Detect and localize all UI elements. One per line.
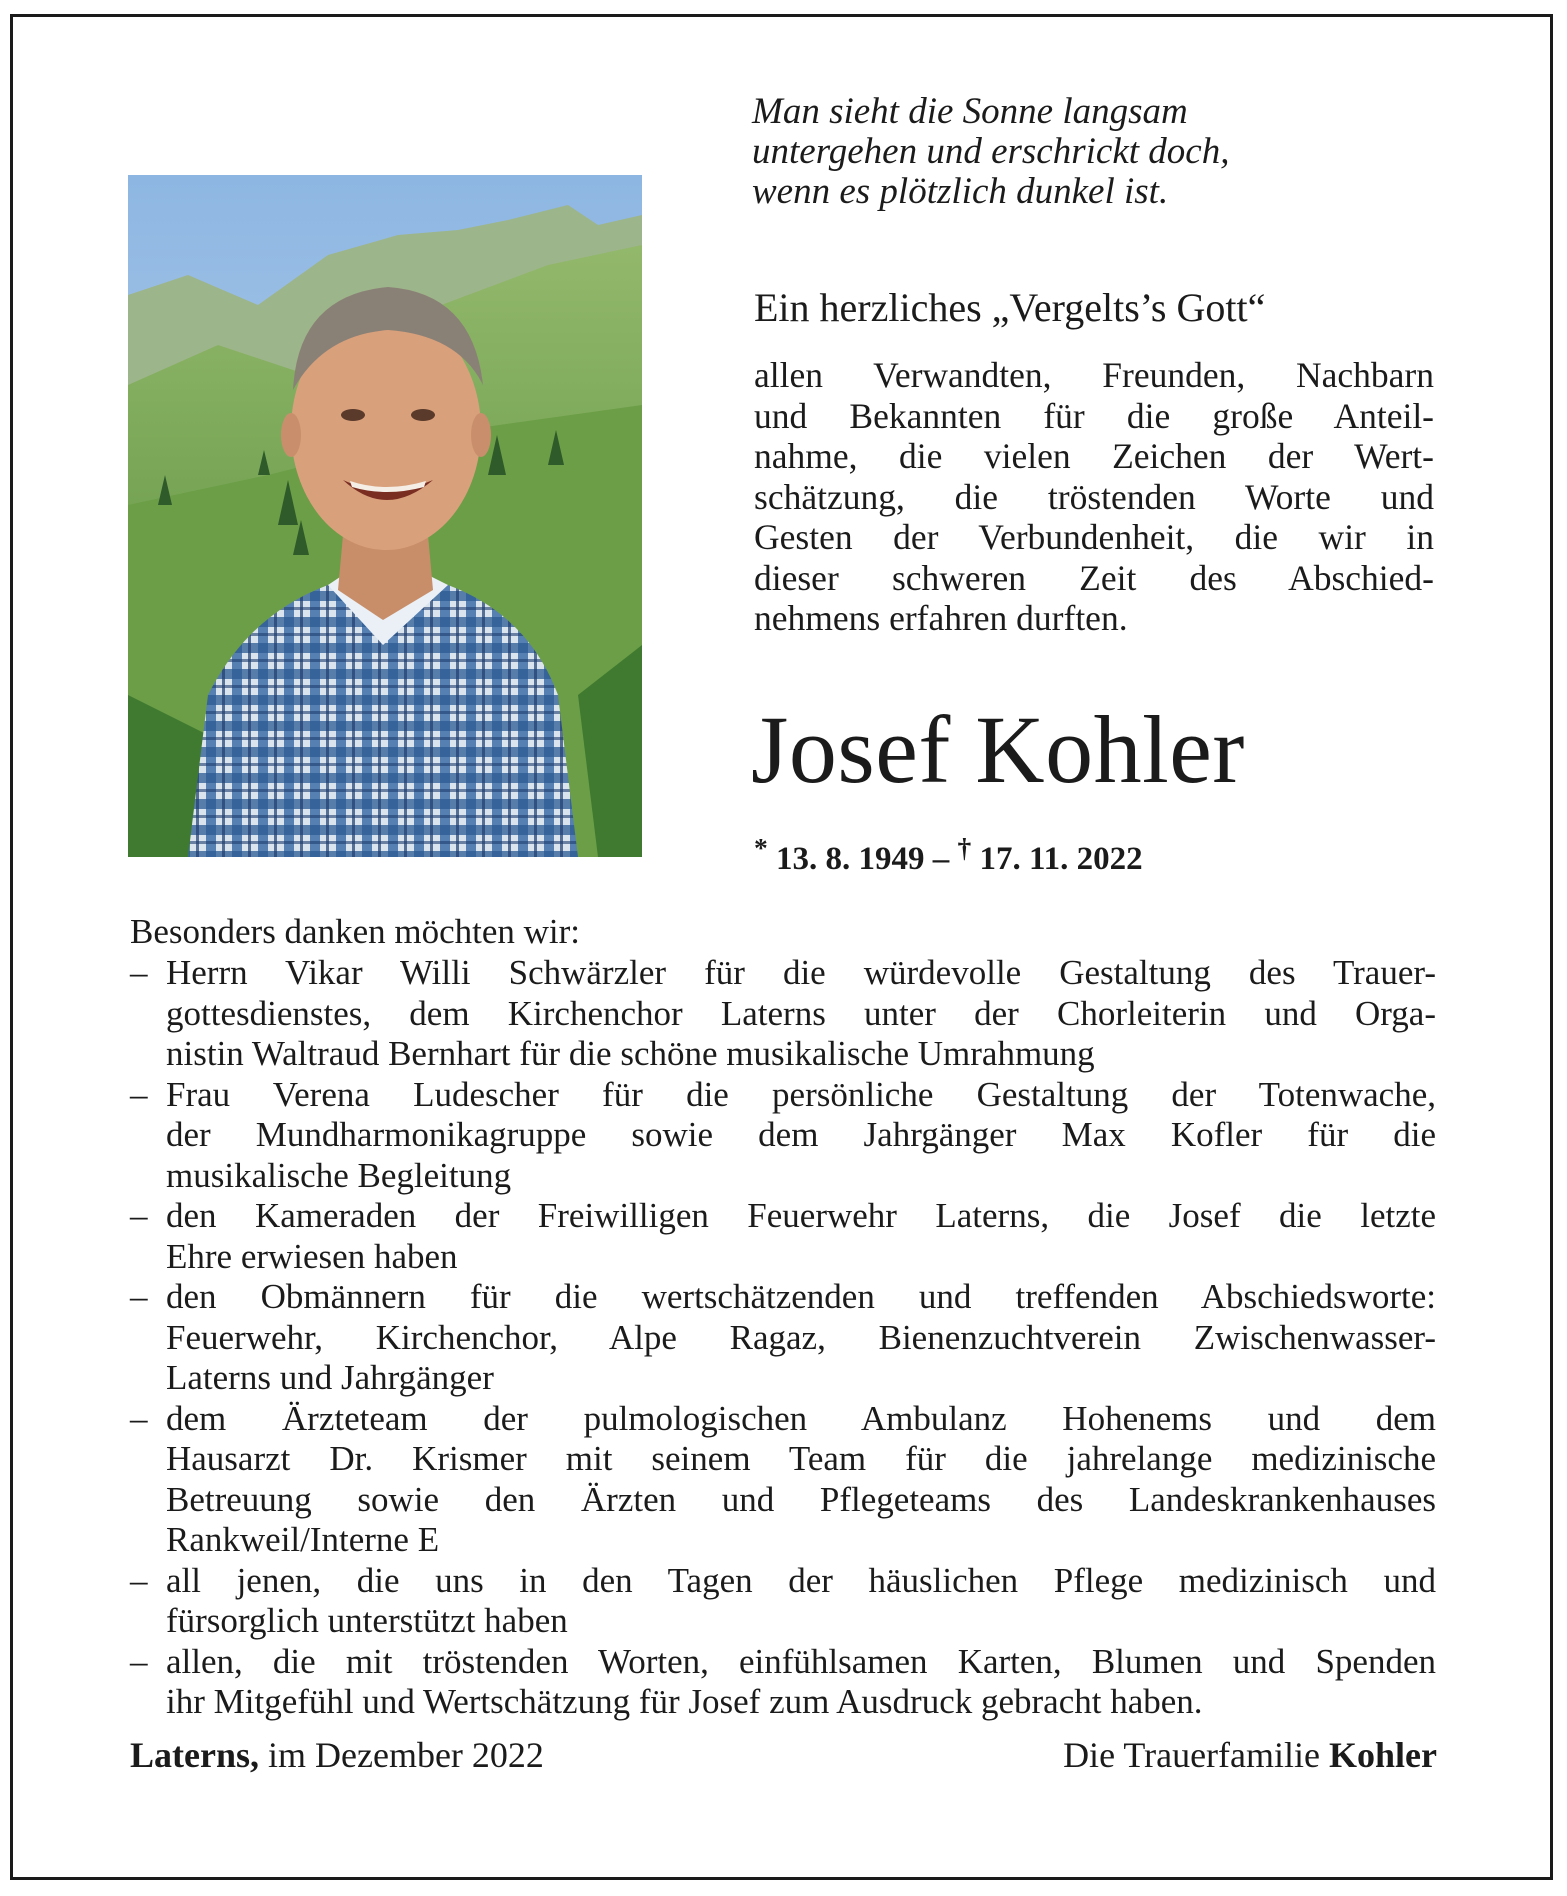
acknowledgement-text (166, 1075, 1436, 1197)
acknowledgement-item (130, 1075, 1436, 1197)
birth-symbol: * (754, 832, 768, 863)
dash-bullet: – (130, 1196, 148, 1235)
portrait-image (128, 175, 642, 857)
family-prefix: Die Trauerfamilie (1063, 1735, 1321, 1775)
acknowledgement-line: den Kameraden der Freiwilligen Feuerwehr Laterns, die Josef die letzte (166, 1196, 1436, 1235)
acknowledgement-item (130, 953, 1436, 1075)
death-date: 17. 11. 2022 (979, 841, 1143, 877)
thanks-line: und Bekannten für die große Anteil- (754, 395, 1434, 436)
acknowledgement-line: all jenen, die uns in den Tagen der häuslichen Pflege medizinisch und (166, 1560, 1436, 1600)
acknowledgement-line: dem Ärzteteam der pulmologischen Ambulanz Hohenems und dem (166, 1398, 1436, 1438)
life-dates (754, 828, 1143, 879)
death-symbol: † (957, 832, 972, 863)
acknowledgement-text (166, 953, 1436, 1075)
dash-bullet: – (130, 1398, 148, 1438)
acknowledgement-item (130, 1561, 1436, 1642)
acknowledgement-item (130, 1642, 1436, 1723)
acknowledgement-text (166, 1277, 1436, 1399)
acknowledgement-item (130, 1277, 1436, 1399)
place-date (130, 1735, 544, 1775)
dash-bullet: – (130, 1277, 148, 1316)
acknowledgement-line: Ehre erwiesen haben (166, 1236, 458, 1276)
quote (752, 92, 1372, 212)
quote-line: Man sieht die Sonne langsam (752, 91, 1188, 132)
deceased-name: Josef Kohler (751, 696, 1245, 803)
thanks-line: Gesten der Verbundenheit, die wir in (754, 517, 1434, 557)
acknowledgement-text (166, 1561, 1436, 1642)
thanks-line: allen Verwandten, Freunden, Nachbarn (754, 355, 1434, 395)
acknowledgement-line: allen, die mit tröstenden Worten, einfühlsamen Karten, Blumen und Spenden (166, 1641, 1436, 1681)
acknowledgement-line: Frau Verena Ludescher für die persönliche Gestaltung der Totenwache, (166, 1074, 1436, 1114)
acknowledgement-line: Feuerwehr, Kirchenchor, Alpe Ragaz, Bienenzuchtverein Zwischenwasser- (166, 1317, 1436, 1357)
place: Laterns, (130, 1735, 259, 1775)
acknowledgement-line: Rankweil/Interne E (166, 1520, 440, 1559)
acknowledgement-item (130, 1399, 1436, 1561)
acknowledgement-item (130, 1196, 1436, 1277)
acknowledgement-line: ihr Mitgefühl und Wertschätzung für Josef zum Ausdruck gebracht haben. (166, 1682, 1203, 1721)
date-text: im Dezember 2022 (268, 1735, 544, 1775)
acknowledgement-text (166, 1399, 1436, 1561)
quote-line: untergehen und erschrickt doch, (752, 131, 1230, 172)
thanks-line: dieser schweren Zeit des Abschied- (754, 557, 1434, 598)
acknowledgement-text (166, 1642, 1436, 1723)
portrait-photo (128, 175, 642, 857)
acknowledgement-text (166, 1196, 1436, 1277)
thanks-line: nahme, die vielen Zeichen der Wert- (754, 436, 1434, 476)
acknowledgement-line: fürsorglich unterstützt haben (166, 1601, 568, 1640)
acknowledgement-line: musikalische Begleitung (166, 1155, 512, 1195)
acknowledgements-list (130, 953, 1436, 1723)
acknowledgements-intro: Besonders danken möchten wir: (130, 912, 581, 951)
dash-bullet: – (130, 1560, 148, 1600)
acknowledgement-line: gottesdienstes, dem Kirchenchor Laterns unter der Chorleiterin und Orga- (166, 993, 1436, 1033)
acknowledgement-line: Laterns und Jahrgänger (166, 1358, 494, 1397)
acknowledgement-line: den Obmännern für die wertschätzenden und treffenden Abschiedsworte: (166, 1277, 1436, 1316)
dash-bullet: – (130, 1641, 148, 1681)
family-name: Kohler (1329, 1735, 1437, 1775)
thanks-line: schätzung, die tröstenden Worte und (754, 476, 1434, 517)
thanks-heading: Ein herzliches „Vergelts’s Gott“ (754, 285, 1266, 330)
date-separator: – (932, 841, 950, 877)
dash-bullet: – (130, 953, 148, 992)
quote-line: wenn es plötzlich dunkel ist. (752, 171, 1169, 212)
acknowledgement-line: Hausarzt Dr. Krismer mit seinem Team für die jahrelange medizinische (166, 1439, 1436, 1478)
signature (1063, 1735, 1437, 1775)
acknowledgement-line: der Mundharmonikagruppe sowie dem Jahrgänger Max Kofler für die (166, 1115, 1436, 1154)
dash-bullet: – (130, 1074, 148, 1114)
acknowledgement-line: Herrn Vikar Willi Schwärzler für die würdevolle Gestaltung des Trauer- (166, 953, 1436, 992)
birth-date: 13. 8. 1949 (776, 841, 925, 877)
acknowledgement-line: nistin Waltraud Bernhart für die schöne musikalische Umrahmung (166, 1034, 1095, 1073)
thanks-text (754, 355, 1434, 639)
acknowledgement-line: Betreuung sowie den Ärzten und Pflegeteams des Landeskrankenhauses (166, 1479, 1436, 1519)
thanks-line: nehmens erfahren durften. (754, 598, 1128, 638)
